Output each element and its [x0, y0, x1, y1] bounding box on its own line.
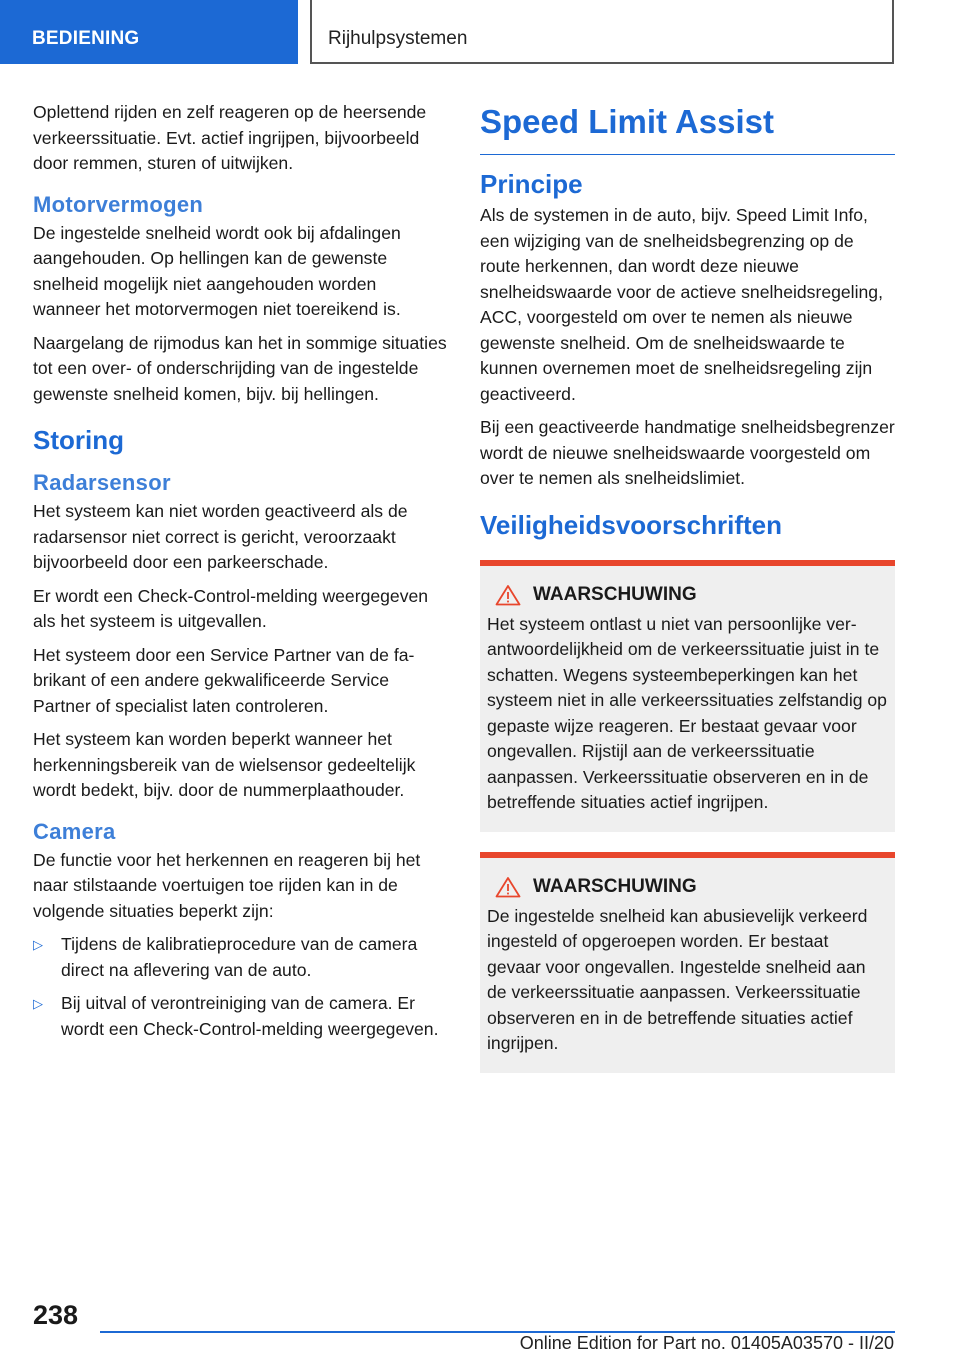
warning-label: WAARSCHUWING [533, 583, 697, 605]
paragraph: Bij een geactiveerde handmatige snelheidsbegrenzer wordt de nieuwe snelheidswaarde voorgesteld om over te nemen als snelheidslimiet. [480, 417, 895, 488]
warning-triangle-icon [495, 584, 521, 606]
paragraph: Het systeem kan worden beperkt wanneer het herkenningsbereik van de wielsensor gedeeltelijk wordt bedekt, bijv. door de nummerplaathouder. [33, 729, 416, 800]
heading-motorvermogen: Motorvermogen [33, 191, 204, 217]
left-column [33, 100, 447, 1050]
list-item [33, 991, 447, 1042]
page-number: 238 [33, 1300, 79, 1330]
triangle-bullet-icon: ▷ [33, 996, 43, 1011]
heading-veiligheidsvoorschriften: Veiligheidsvoorschriften [480, 509, 782, 540]
heading-radarsensor: Radarsensor [33, 470, 171, 495]
list-item [33, 932, 447, 983]
paragraph: De functie voor het herkennen en reageren bij het naar stilstaande voertuigen toe rijden kan in de volgende situaties beperkt zijn: [33, 849, 421, 921]
paragraph: Naargelang de rijmodus kan het in sommige situaties tot een over- of onderschrijding van de ingestelde gewenste snelheid komen, bijv. bij hellingen. [33, 332, 447, 404]
page-header [0, 0, 960, 66]
warning-triangle-icon [495, 876, 521, 898]
list-item-text: Bij uitval of verontreiniging van de camera. Er wordt een Check-Control-melding weergegeven. [61, 993, 439, 1039]
warning-label: WAARSCHUWING [533, 875, 697, 897]
paragraph: Als de systemen in de auto, bijv. Speed Limit Info, een wijziging van de snelheidsbegrenzing op de route herkennen, dan wordt deze nieuwe snelheidswaarde voor de actieve snelheidsregeling, ACC, voorgesteld om over te nemen als nieuwe gewenste snelheid. Om de snelheidswaarde te kunnen overnemen moet de snelheidsregeling zijn geactiveerd. [480, 205, 883, 404]
warning-title [487, 876, 887, 898]
title-speed-limit-assist: Speed Limit Assist [480, 104, 895, 155]
heading-camera: Camera [33, 818, 116, 844]
list-item-text: Tijdens de kalibratieprocedure van de camera direct na aflevering van de auto. [61, 934, 418, 980]
footer-edition: Online Edition for Part no. 01405A03570 - II/20 [519, 1333, 894, 1353]
warning-title [487, 584, 887, 606]
warning-box [480, 852, 895, 1073]
bullet-list [33, 932, 447, 1042]
paragraph: Het systeem kan niet worden geactiveerd als de radarsensor niet correct is gericht, veroorzaakt bijvoorbeeld door een parkeerschade. [33, 501, 408, 572]
right-column [480, 100, 895, 1089]
heading-principe: Principe [480, 169, 583, 199]
paragraph: Er wordt een Check-Control-melding weergegeven als het systeem is uitgevallen. [33, 585, 429, 631]
warning-box [480, 560, 895, 832]
triangle-bullet-icon: ▷ [33, 937, 43, 952]
intro-paragraph: Oplettend rijden en zelf reageren op de heersende verkeerssituatie. Evt. actief ingrijpen, bijvoorbeeld door remmen, sturen of uitwijken. [33, 102, 427, 173]
heading-storing: Storing [33, 425, 124, 455]
section-tab: BEDIENING [0, 0, 298, 64]
warning-text: De ingestelde snelheid kan abusievelijk verkeerd ingesteld of opgeroepen worden. Er bestaat gevaar voor ongevallen. Ingestelde snelheid aan de verkeerssituatie aanpassen. Verkeerssituatie observeren en in de betreffende situaties actief ingrijpen. [487, 905, 868, 1053]
warning-text: Het systeem ontlast u niet van persoonlijke verantwoordelijkheid om de verkeerssituatie juist in te schatten. Wegens systeembeperkingen kan het systeem niet in alle verkeerssituaties zelfstandig op gepaste wijze reageren. Er bestaat gevaar voor ongevallen. Rijstijl aan de verkeerssituatie aanpassen. Verkeerssituatie observeren en in de betreffende situaties actief ingrijpen. [487, 613, 887, 812]
paragraph: Het systeem door een Service Partner van de fabrikant of een andere gekwalificeerde Service Partner of specialist laten controleren. [33, 644, 415, 716]
paragraph: De ingestelde snelheid wordt ook bij afdalingen aangehouden. Op hellingen kan de gewenste snelheid mogelijk niet aangehouden worden wanneer het motorvermogen niet toereikend is. [33, 222, 401, 319]
chapter-title: Rijhulpsystemen [310, 0, 894, 64]
